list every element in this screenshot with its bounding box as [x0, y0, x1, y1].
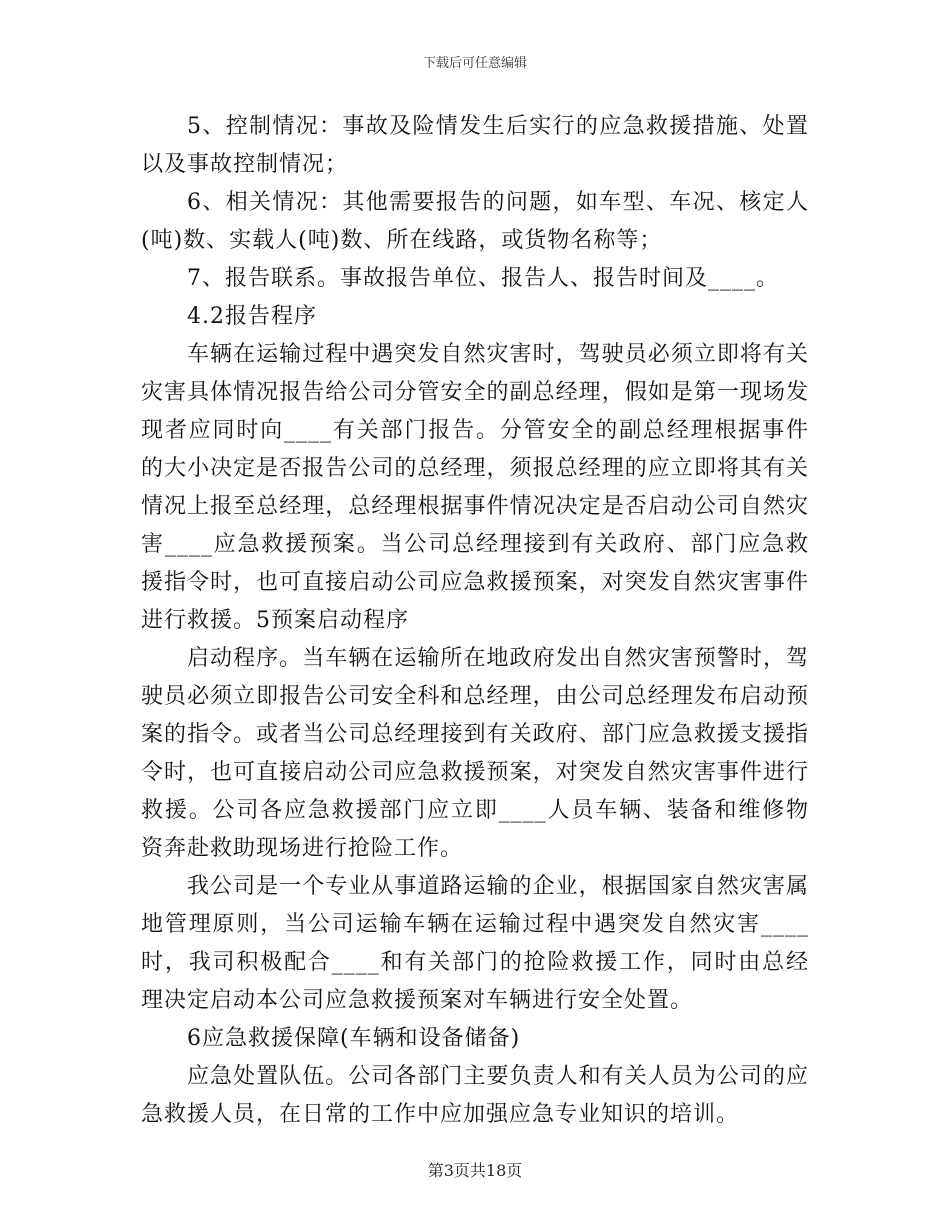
section-heading-report-procedure: 4.2报告程序 [187, 304, 317, 329]
section-heading-emergency-support: 6应急救援保障(车辆和设备储备) [187, 1026, 521, 1051]
paragraph-startup-procedure: 启动程序。当车辆在运输所在地政府发出自然灾害预警时，驾驶员必须立即报告公司安全科和总经理，由公司总经理发布启动预案的指令。或者当公司总经理接到有关政府、部门应急救援支援指令时，也可直接启动公司应急救援预案，对突发自然灾害事件进行救援。公司各应急救援部门应立即____人员车辆、装备和维修物资奔赴救助现场进行抢险工作。 [141, 646, 809, 861]
page-number: 第3页共18页 [427, 1161, 523, 1180]
paragraph-related-situation: 6、相关情况：其他需要报告的问题，如车型、车况、核定人(吨)数、实载人(吨)数、所在线路，或货物名称等； [141, 190, 809, 253]
paragraph-report-contact: 7、报告联系。事故报告单位、报告人、报告时间及____。 [187, 266, 779, 291]
paragraph-company-role: 我公司是一个专业从事道路运输的企业，根据国家自然灾害属地管理原则，当公司运输车辆在运输过程中遇突发自然灾害____时，我司积极配合____和有关部门的抢险救援工作，同时由总经理决定启动本公司应急救援预案对车辆进行安全处置。 [141, 874, 809, 1013]
document-body [141, 108, 809, 1134]
page-header-note: 下载后可任意编辑 [422, 56, 527, 71]
paragraph-control-situation: 5、控制情况：事故及险情发生后实行的应急救援措施、处置以及事故控制情况； [141, 114, 809, 177]
paragraph-emergency-team: 应急处置队伍。公司各部门主要负责人和有关人员为公司的应急救援人员，在日常的工作中应加强应急专业知识的培训。 [141, 1064, 809, 1127]
paragraph-report-procedure: 车辆在运输过程中遇突发自然灾害时，驾驶员必须立即将有关灾害具体情况报告给公司分管安全的副总经理，假如是第一现场发现者应同时向____有关部门报告。分管安全的副总经理根据事件的大小决定是否报告公司的总经理，须报总经理的应立即将其有关情况上报至总经理，总经理根据事件情况决定是否启动公司自然灾害____应急救援预案。当公司总经理接到有关政府、部门应急救援指令时，也可直接启动公司应急救援预案，对突发自然灾害事件进行救援。5预案启动程序 [141, 342, 809, 633]
